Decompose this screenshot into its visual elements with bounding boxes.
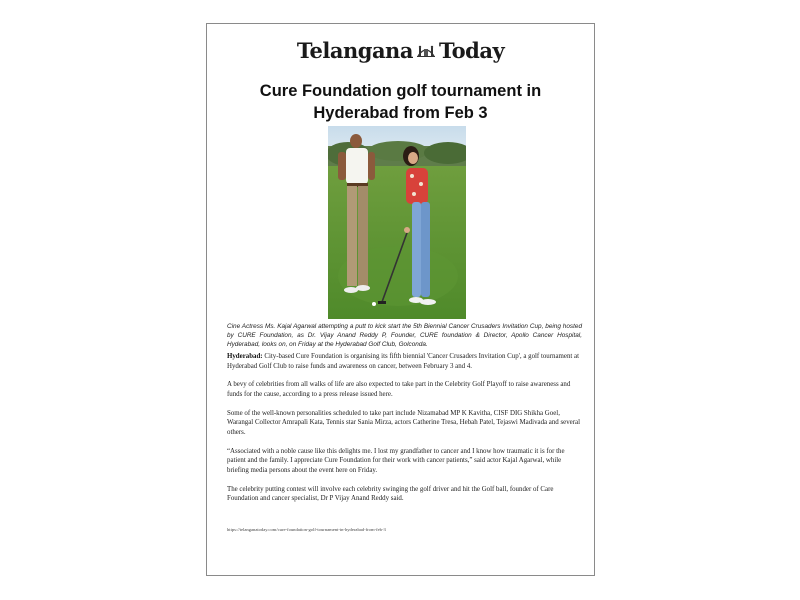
- article-paragraph-2: A bevy of celebrities from all walks of life are also expected to take part in the Celebrity Golf Playoff to raise awareness and funds for the cause, according to a press release issued here.: [227, 381, 571, 398]
- article-body: [227, 352, 582, 513]
- masthead: [207, 38, 594, 65]
- charminar-emblem-icon: [416, 38, 436, 63]
- article-paragraph-3: Some of the well-known personalities scheduled to take part include Nizamabad MP K Kavitha, CISF DIG Shikha Goel, Warangal Collector Amrapali Kata, Tennis star Sania Mirza, actors Catherine Tresa, Hebah Patel, Tejaswi Madivada and several others.: [227, 409, 580, 436]
- photo-caption: Cine Actress Ms. Kajal Agarwal attempting a putt to kick start the 5th Biennial Cancer Crusaders Invitation Cup, being hosted by CURE Foundation, as Dr. Vijay Anand Reddy P, Founder, CURE foundation & Director, Apollo Cancer Hospital, Hyderabad, looks on, on Friday at the Hyderabad Golf Club, Golconda.: [227, 323, 582, 349]
- masthead-right: Today: [438, 38, 505, 63]
- source-url[interactable]: https://telanganatoday.com/cure-foundation-golf-tournament-in-hyderabad-from-feb-3: [227, 527, 386, 532]
- article-paragraph-1: [227, 352, 582, 371]
- golf-photo: [328, 126, 466, 319]
- newspaper-clipping: [206, 23, 595, 576]
- article-paragraph-4: “Associated with a noble cause like this delights me. I lost my grandfather to cancer and I know how traumatic it is for the patient and the family. I appreciate Cure Foundation for their work with cancer patients,” said actor Kajal Agarwal, while briefing media persons about the event here on Friday.: [227, 447, 565, 474]
- masthead-left: Telangana: [296, 38, 413, 63]
- dateline: Hyderabad:: [227, 353, 263, 360]
- article-headline: Cure Foundation golf tournament in Hyderabad from Feb 3: [259, 82, 542, 122]
- article-paragraph-5: The celebrity putting contest will involve each celebrity swinging the golf driver and hit the Golf ball, founder of Care Foundation and cancer specialist, Dr P Vijay Anand Reddy said.: [227, 485, 554, 503]
- paragraph-1-text: City-based Cure Foundation is organising its fifth biennial 'Cancer Crusaders Invitation Cup', a golf tournament at Hyderabad Golf Club to raise funds and awareness on cancer, between February 3 and 4.: [227, 353, 580, 370]
